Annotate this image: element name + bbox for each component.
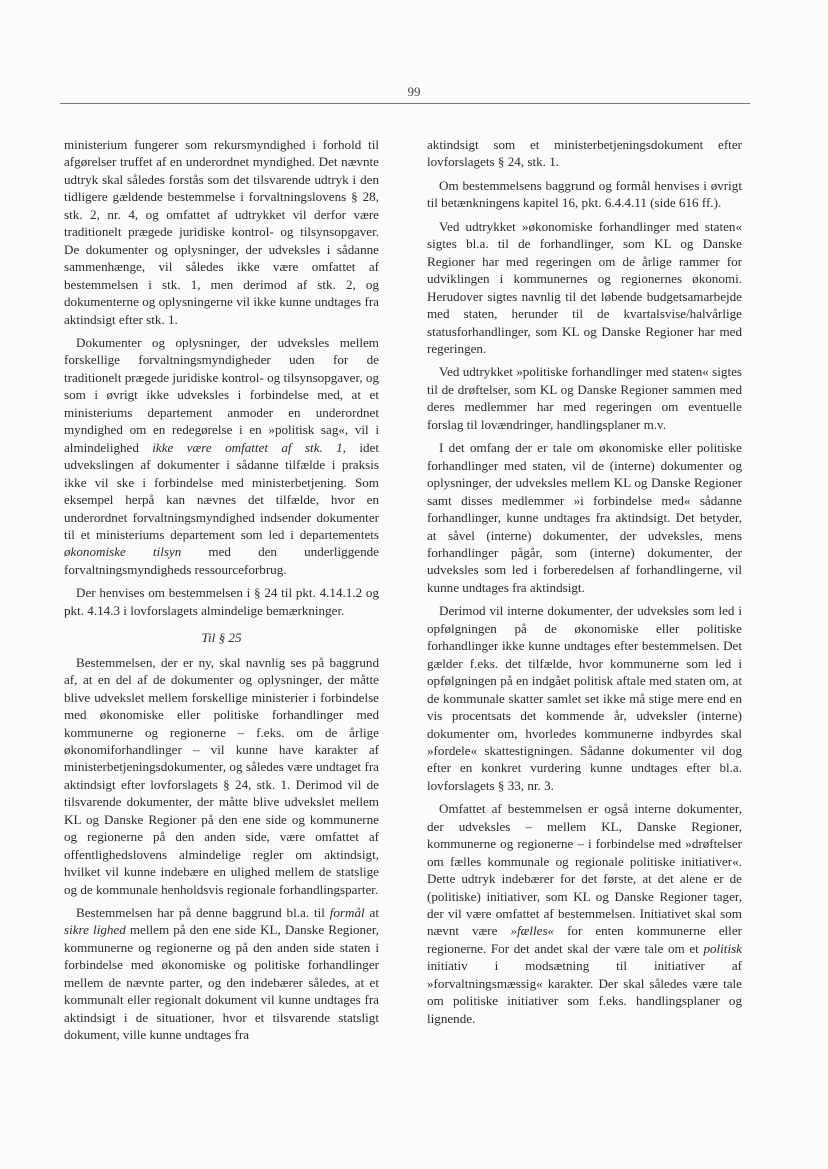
right-paragraph-3: Ved udtrykket »økonomiske forhandlinger med staten« sigtes bl.a. til de forhandlinger, som KL og Danske Regioner har med regeringen om de årlige rammer for udviklingen i kommunernes og regionernes økonomi. Herudover sigtes navnlig til det løbende budgetsamarbejde med staten, herunder til de kvartalsvise/halvårlige statusforhandlinger, som KL og Danske Regioner har med regeringen. <box>427 218 742 356</box>
right-p7-text-b: for enten kommunerne eller regionerne. For det andet skal der være tale om et <box>427 923 742 956</box>
left-paragraph-3: Der henvises om bestemmelsen i § 24 til pkt. 4.14.1.2 og pkt. 4.14.3 i lovforslagets almindelige bemærkninger. <box>64 585 379 618</box>
left-p2-emphasis-1: ikke være omfattet af stk. 1 <box>152 439 343 455</box>
right-p7-text-c: initiativ i modsætning til initiativer af »forvaltningsmæssig« karakter. Der skal således være tale om politiske initiativer som f.eks. handlingsplaner og lignende. <box>427 958 742 1026</box>
left-p2-text-a: Dokumenter og oplysninger, der udveksles mellem forskellige forvaltningsmyndigheder uden for de traditionelt prægede juridiske kontrol- og tilsynsopgaver, og som i øvrigt ikke udveksles i forbindelse med, at et ministeriums departement anmoder en underordnet myndighed om en redegørelse i en »politisk sag«, vil i almindelighed <box>64 334 379 455</box>
right-paragraph-1: aktindsigt som et ministerbetjeningsdokument efter lovforslagets § 24, stk. 1. <box>427 137 742 170</box>
left-p5-emphasis-1: formål <box>329 905 365 921</box>
left-paragraph-4: Bestemmelsen, der er ny, skal navnlig ses på baggrund af, at en del af de dokumenter og oplysninger, der måtte blive udvekslet mellem forskellige ministerier i forbindelse med økonomiske eller politiske forhandlinger med kommunerne og regionerne – f.eks. om de årlige økonomiforhandlinger – vil kunne have karakter af ministerbetjeningsdokumenter, og således være undtaget fra aktindsigt efter lovforslagets § 24, stk. 1. Derimod vil de tilsvarende dokumenter, der måtte blive udvekslet mellem KL og Danske Regioner på den ene side og kommunerne og regionerne på den anden side, være omfattet af offentlighedslovens almindelige regler om aktindsigt, hvilket vil kunne indebære en ulighed mellem de statslige og de kommunale henholdsvis regionale forhandlingsparter. <box>64 654 379 897</box>
section-heading-text: Til § 25 <box>201 630 242 646</box>
left-paragraph-2 <box>64 334 379 578</box>
section-heading <box>64 629 379 646</box>
right-p7-emphasis-1: »fælles« <box>510 923 555 939</box>
left-p2-text-c: med den underliggende forvaltningsmyndigheds ressourceforbrug. <box>64 544 379 577</box>
left-paragraph-1: ministerium fungerer som rekursmyndighed i forhold til afgørelser truffet af en underordnet myndighed. Det nævnte udtryk skal således forstås som det tilsvarende udtryk i den tidligere gældende bestemmelse i forvaltningslovens § 28, stk. 2, nr. 4, og omfattet af udtrykket vil derfor være traditionelt prægede juridiske kontrol- og tilsynsopgaver. De dokumenter og oplysninger, der udveksles i sådanne sammenhænge, vil således ikke være omfattet af bestemmelsen i stk. 1, men derimod af stk. 2, og dokumenterne og oplysningerne vil ikke kunne undtages fra aktindsigt efter stk. 1. <box>64 137 379 327</box>
right-p7-emphasis-2: politisk <box>703 940 742 956</box>
left-p5-text-c: mellem på den ene side KL, Danske Regioner, kommunerne og regionerne og på den anden side staten i forbindelse med økonomiske og politiske forhandlinger mellem de nævnte parter, og den indebærer således, at et kommunalt eller regionalt dokument vil kunne undtages fra aktindsigt i de situationer, hvor et tilsvarende statsligt dokument, ville kunne undtages fra <box>64 922 379 1043</box>
right-column <box>427 136 742 1033</box>
right-p7-text-a: Omfattet af bestemmelsen er også interne dokumenter, der udveksles – mellem KL, Danske Regioner, kommunerne og regionerne – i forbindelse med »drøftelser om fælles kommunale og regionale politiske initiativer«. Dette udtryk indebærer for det første, at det alene er de (politiske) initiativer, som KL og Danske Regioner tager, der vil være omfattet af bestemmelsen. Initiativet skal som nævnt være <box>427 801 742 939</box>
left-column <box>64 136 379 1050</box>
left-p2-text-b: , idet udvekslingen af dokumenter i sådanne tilfælde i praksis ikke vil ske i forbindelse med ministerbetjening. Som eksempel herpå kan nævnes det tilfælde, hvor en underordnet forvaltningsmyndighed indsender dokumenter til et ministeriums departement som led i departementets <box>64 439 379 542</box>
left-p2-emphasis-2: økonomiske tilsyn <box>64 544 182 560</box>
left-p5-text-b: at <box>364 905 379 921</box>
header-rule <box>60 103 750 104</box>
right-paragraph-4: Ved udtrykket »politiske forhandlinger med staten« sigtes til de drøftelser, som KL og Danske Regioner sammen med deres medlemmer har med regeringen om eventuelle forslag til lovændringer, handlingsplaner m.v. <box>427 364 742 432</box>
left-p5-emphasis-2: sikre lighed <box>64 922 126 938</box>
right-paragraph-5: I det omfang der er tale om økonomiske eller politiske forhandlinger med staten, vil de (interne) dokumenter og oplysninger, der udveksles mellem KL og Danske Regioner samt disses medlemmer »i forbindelse med« sådanne forhandlinger, kunne undtages fra aktindsigt. Det betyder, at såvel (interne) dokumenter, der udveksles, mens forhandlinger pågår, som (interne) dokumenter, der udveksles som led i forberedelsen af forhandlingerne, vil kunne undtages fra aktindsigt. <box>427 440 742 595</box>
page-number: 99 <box>407 84 421 99</box>
left-p5-text-a: Bestemmelsen har på denne baggrund bl.a. til <box>76 905 330 921</box>
right-paragraph-6: Derimod vil interne dokumenter, der udveksles som led i opfølgningen på de økonomiske eller politiske forhandlinger ikke kunne undtages efter bestemmelsen. Det gælder f.eks. det tilfælde, hvor kommunerne som led i opfølgningen på en indgået politisk aftale med staten om, at de kommunale skatter samlet set ikke må stige mere end en vis procentsats det kommende år, udveksler (interne) dokumenter om, hvorledes kommunerne indbyrdes skal »fordele« skattestigningen. Sådanne dokumenter vil dog efter en konkret vurdering kunne undtages efter bl.a. lovforslagets § 33, nr. 3. <box>427 603 742 793</box>
left-paragraph-5 <box>64 904 379 1044</box>
right-paragraph-2: Om bestemmelsens baggrund og formål henvises i øvrigt til betænkningens kapitel 16, pkt. 6.4.4.11 (side 616 ff.). <box>427 177 742 211</box>
right-paragraph-7 <box>427 800 742 1027</box>
